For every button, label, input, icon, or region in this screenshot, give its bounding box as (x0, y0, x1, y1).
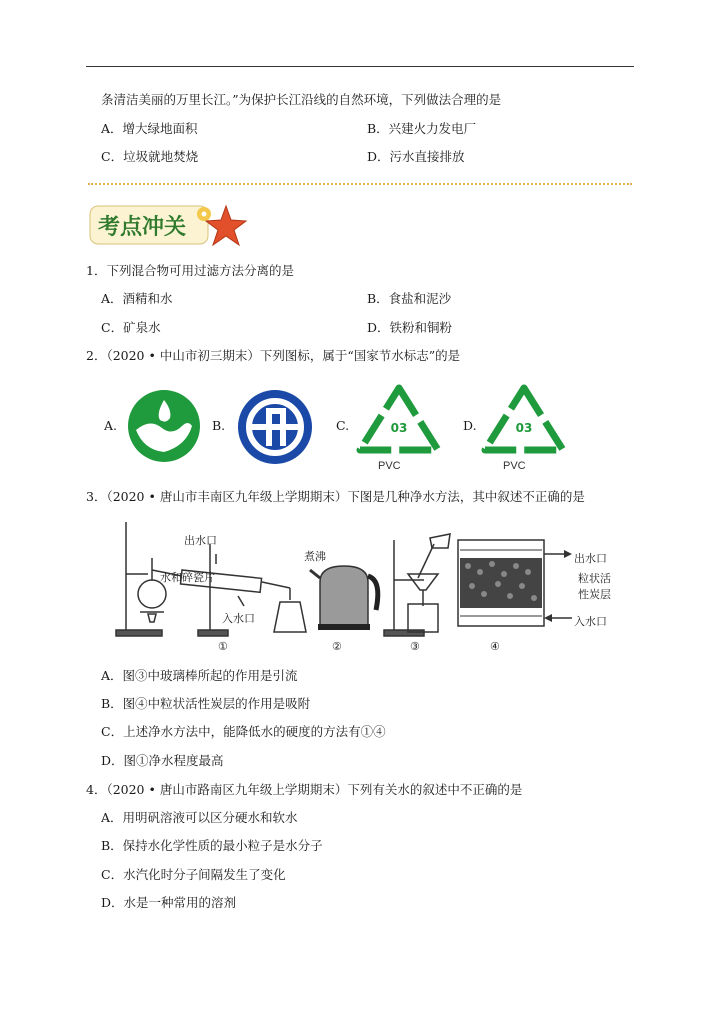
recycle-icon-c (356, 384, 442, 454)
q2-label-b[interactable]: B. (212, 418, 226, 433)
q3-option-b[interactable]: B．图④中粒状活性炭层的作用是吸附 (101, 696, 311, 711)
q3-option-a[interactable]: A．图③中玻璃棒所起的作用是引流 (101, 668, 298, 683)
intro-option-d[interactable]: D．污水直接排放 (367, 149, 465, 164)
intro-option-b[interactable]: B．兴建火力发电厂 (367, 121, 477, 136)
q1-option-b[interactable]: B．食盐和泥沙 (367, 291, 452, 306)
header-rule (86, 66, 634, 67)
carbon-filter (458, 540, 572, 626)
fig-num-2: ② (332, 640, 342, 653)
q1-option-c[interactable]: C．矿泉水 (101, 320, 161, 335)
q4-option-b[interactable]: B．保持水化学性质的最小粒子是水分子 (101, 838, 323, 853)
q3-option-d[interactable]: D．图①净水程度最高 (101, 753, 224, 768)
filtration-apparatus (384, 534, 450, 636)
fig-num-3: ③ (410, 640, 420, 653)
intro-option-a[interactable]: A．增大绿地面积 (101, 121, 198, 136)
q3-stem: 3．（2020 • 唐山市丰南区九年级上学期期末）下图是几种净水方法，其中叙述不正确的是 (86, 489, 585, 504)
fig-water-chips-label: 水和碎瓷片 (160, 571, 215, 584)
q4-option-a[interactable]: A．用明矾溶液可以区分硬水和软水 (101, 810, 298, 825)
q4-option-c[interactable]: C．水汽化时分子间隔发生了变化 (101, 867, 286, 882)
q2-label-d[interactable]: D. (463, 418, 477, 433)
fig-num-4: ④ (490, 640, 500, 653)
svg-text:03: 03 (390, 421, 408, 435)
fig-num-1: ① (218, 640, 228, 653)
fig-inlet-label: 入水口 (222, 612, 255, 625)
fig-boil-label: 煮沸 (304, 550, 326, 563)
q2-label-a[interactable]: A. (104, 418, 118, 433)
pvc-label-d: PVC (503, 460, 526, 472)
fig-carbon-label-2: 性炭层 (578, 588, 611, 601)
water-saving-icon (126, 388, 202, 464)
q1-stem: 1．下列混合物可用过滤方法分离的是 (86, 263, 294, 278)
section-badge (88, 200, 248, 252)
section-title: 考点冲关 (98, 215, 187, 240)
fig-inlet-right-label: 入水口 (574, 615, 607, 628)
q3-option-c[interactable]: C．上述净水方法中，能降低水的硬度的方法有①④ (101, 724, 386, 739)
intro-text: 条清洁美丽的万里长江。”为保护长江沿线的自然环境，下列做法合理的是 (101, 92, 502, 107)
svg-text:03: 03 (515, 421, 533, 435)
fig-carbon-label-1: 粒状活 (578, 572, 611, 585)
q1-option-a[interactable]: A．酒精和水 (101, 291, 173, 306)
q2-stem: 2．（2020 • 中山市初三期末）下列图标，属于“国家节水标志”的是 (86, 348, 461, 363)
recycle-icon-d (481, 384, 567, 454)
q4-stem: 4．（2020 • 唐山市路南区九年级上学期期末）下列有关水的叙述中不正确的是 (86, 782, 523, 797)
fig-outlet-label: 出水口 (184, 534, 217, 547)
q4-option-d[interactable]: D．水是一种常用的溶剂 (101, 895, 237, 910)
section-divider (88, 183, 632, 185)
pvc-label-c: PVC (378, 460, 401, 472)
fig-outlet-right-label: 出水口 (574, 552, 607, 565)
intro-option-c[interactable]: C．垃圾就地焚烧 (101, 149, 199, 164)
q2-label-c[interactable]: C. (336, 418, 350, 433)
water-mark-icon (236, 388, 314, 466)
q1-option-d[interactable]: D．铁粉和铜粉 (367, 320, 453, 335)
kettle (310, 566, 378, 630)
